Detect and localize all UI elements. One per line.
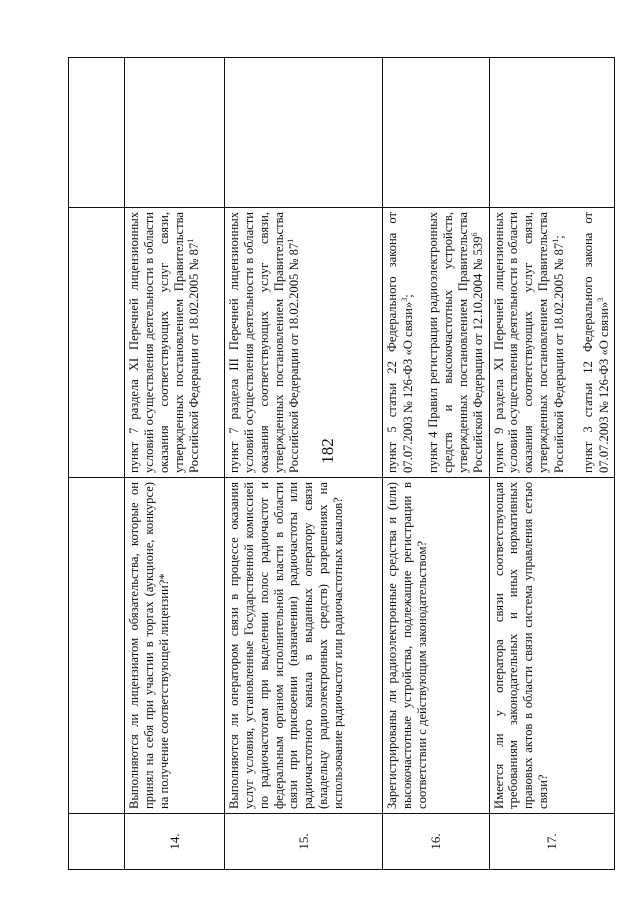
legal-references [489,208,614,478]
legal-reference [385,212,416,473]
reference-punctuation: ; [401,294,416,298]
row-number [69,814,125,870]
requirement-question: Имеется ли у оператора связи соответствующая требованиям законодательных и иных нормативных правовых актов в области связи система управления сетью связи? [489,478,614,814]
row-number: 17. [489,814,614,870]
table-row [489,58,614,870]
requirement-question [69,478,125,814]
legal-references [69,208,125,478]
empty-cell [125,58,225,208]
reference-punctuation: ; [552,235,567,239]
legal-reference [581,212,612,473]
footnote-marker: 1 [550,238,560,243]
table-row [383,58,490,870]
legal-reference [127,212,202,473]
reference-text: пункт 7 раздела XI Перечней лицензионных условий осуществления деятельности в области оказания соответствующих услуг связи, утвержденных постановлением Правительства Российской Федерации от 18.02.2005 № 87 [127,212,202,473]
reference-text: пункт 4 Правил регистрации радиоэлектронных средств и высокочастотных устройств, утвержденных постановлением Правительства Российской Федерации от 12.10.2004 № 539 [425,212,486,473]
reference-text: пункт 7 раздела III Перечней лицензионных условий осуществления деятельности в области оказания соответствующих услуг связи, утвержденных постановлением Правительства Российской Федерации от 18.02.2005 № 87 [227,212,302,473]
rotated-page-content [68,58,612,870]
requirement-question: Выполняются ли оператором связи в процессе оказания услуг условия, установленные Государственной комиссией по радиочастотам при выделении полос радиочастот и федеральным органом исполнительной власти в области связи при присвоении (назначении) радиочастоты или радиочастотного канала в выданных оператору связи (владельцу радиоэлектронных средств) разрешениях на использование радиочастот или радиочастотных каналов? [225,478,383,814]
row-number: 14. [125,814,225,870]
legal-references [383,208,490,478]
requirement-question: Выполняются ли лицензиатом обязательства, которые он принял на себя при участии в торгах (аукционе, конкурсе) на получение соответствующей лицензии?* [125,478,225,814]
reference-text: пункт 5 статьи 22 Федерального закона от 07.07.2003 № 126-ФЗ «О связи» [385,212,416,473]
footnote-marker: 6 [470,232,480,237]
empty-cell [489,58,614,208]
legal-references [125,208,225,478]
reference-text: пункт 3 статьи 12 Федерального закона от 07.07.2003 № 126-ФЗ «О связи» [581,212,612,473]
footnote-marker: 1 [286,238,296,243]
row-number: 16. [383,814,490,870]
empty-cell [225,58,383,208]
footnote-marker: 3 [399,297,409,302]
legal-references [225,208,383,478]
requirements-table-body [69,58,615,870]
empty-cell [69,58,125,208]
legal-reference [227,212,302,473]
footnote-marker: 1 [186,238,196,243]
empty-cell [383,58,490,208]
reference-text: пункт 9 раздела XI Перечней лицензионных условий осуществления деятельности в области оказания соответствующих услуг связи, утвержденных постановлением Правительства Российской Федерации от 18.02.2005 № 87 [491,212,567,473]
row-number: 15. [225,814,383,870]
table-row [225,58,383,870]
table-row [125,58,225,870]
rotated-table-frame [68,58,612,870]
legal-reference [426,212,487,473]
page-number: 182 [318,438,337,464]
legal-reference [492,212,567,473]
table-row [69,58,125,870]
requirements-table [68,57,615,870]
footnote-marker: 3 [595,297,605,302]
requirement-question: Зарегистрированы ли радиоэлектронные средства и (или) высокочастотные устройства, подлежащие регистрации в соответствии с действующим законодательством? [383,478,490,814]
